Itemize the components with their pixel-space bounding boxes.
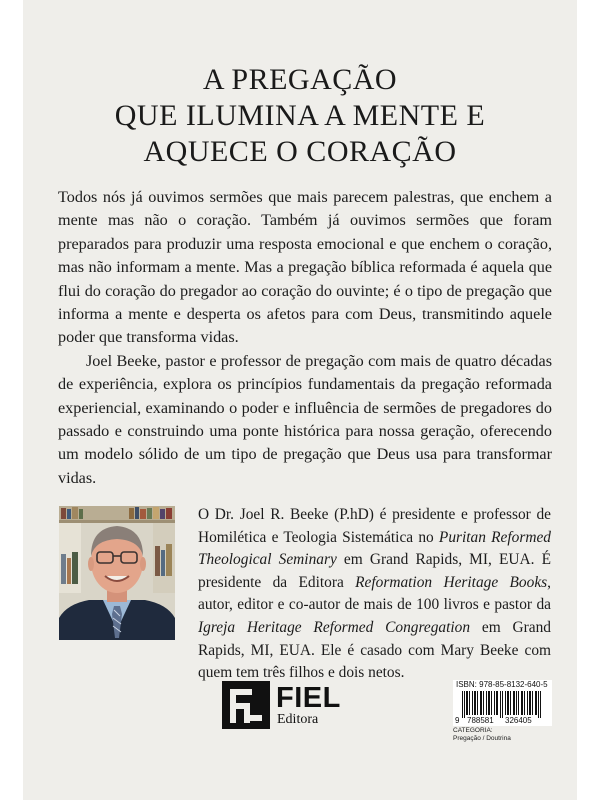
author-portrait-image	[59, 506, 175, 640]
cover-title	[23, 62, 577, 170]
synopsis	[58, 186, 552, 490]
synopsis-paragraph-1: Todos nós já ouvimos sermões que mais parecem palestras, que enchem a mente mas não o coração. Também já ouvimos sermões que foram preparados para produzir uma resposta emocional e que enchem o coração, mas não informam a mente. Mas a pregação bíblica reformada é aquela que flui do coração do pregador ao coração do ouvinte; é o tipo de pregação que informa a mente e desperta os afetos para com Deus, transmitindo aquele poder que transforma vidas.	[58, 188, 552, 347]
bio-seminary: Puritan Reformed Theological Seminary	[198, 528, 551, 569]
publisher-subtitle: Editora	[277, 712, 319, 727]
bio-text-4: em Grand Rapids, MI, EUA. Ele é casado com Mary Beeke com quem tem três filhos e dois netos.	[198, 618, 551, 682]
bio-text-3: , autor, editor e co-autor de mais de 100 livros e pastor da	[198, 573, 551, 614]
category-value: Pregação / Doutrina	[453, 735, 511, 742]
category-label: CATEGORIA:	[453, 727, 493, 734]
fiel-logo-icon	[222, 681, 270, 729]
title-line-3: AQUECE O CORAÇÃO	[143, 135, 457, 168]
category-info	[453, 727, 511, 743]
bio-church: Igreja Heritage Reformed Congregation	[198, 618, 471, 636]
title-line-1: A PREGAÇÃO	[202, 63, 398, 96]
barcode-image	[456, 691, 549, 718]
isbn-barcode	[453, 680, 552, 726]
publisher-name: FIEL	[276, 682, 341, 714]
author-photo	[59, 506, 175, 640]
isbn-label: ISBN: 978-85-8132-640-5	[456, 680, 548, 689]
synopsis-paragraph-2: Joel Beeke, pastor e professor de pregação com mais de quatro décadas de experiência, explora os princípios fundamentais da pregação reformada experiencial, examinando o poder e influência de sermões de pregadores do passado e construindo uma ponte histórica para nossa geração, oferecendo um modelo sólido de um tipo de pregação que Deus usa para transformar vidas.	[58, 351, 552, 487]
author-bio	[198, 504, 551, 685]
bio-text-1: O Dr. Joel R. Beeke (P.hD) é presidente e professor de Homilética e Teologia Sistemática no	[198, 506, 551, 546]
title-line-2: QUE ILUMINA A MENTE E	[114, 99, 486, 132]
barcode-digit-first: 9	[455, 716, 460, 725]
bio-publisher: Reformation Heritage Books	[355, 573, 548, 591]
publisher-logo	[222, 681, 362, 729]
barcode-digits-right: 326405	[505, 716, 532, 725]
back-cover	[23, 0, 577, 800]
barcode-digits-left: 788581	[467, 716, 494, 725]
bio-text-2: em Grand Rapids, MI, EUA. É presidente da Editora	[198, 551, 551, 591]
